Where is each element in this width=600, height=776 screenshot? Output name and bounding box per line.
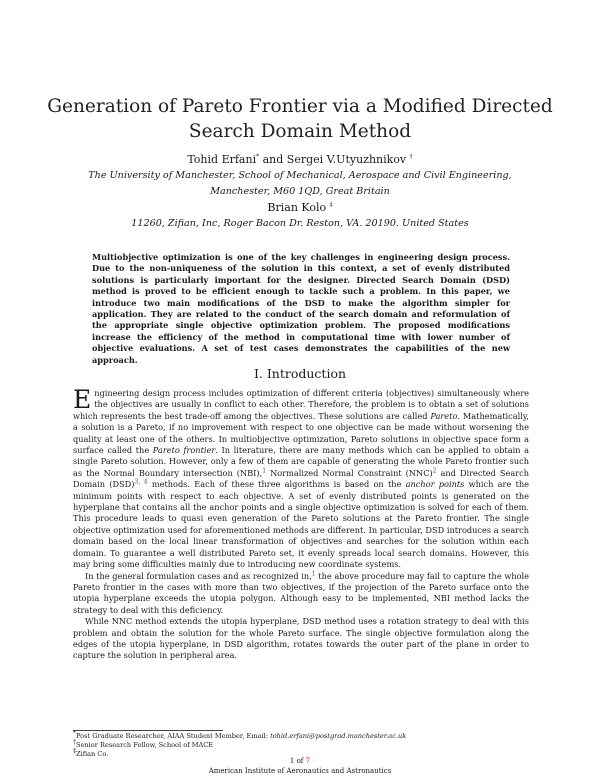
affiliation-1-line-2: Manchester, M60 1QD, Great Britain (210, 186, 390, 197)
footnote-rule (73, 730, 223, 731)
footnote-mark: † (73, 738, 76, 746)
intro-text: Normalized Normal Constraint (NNC) (266, 467, 433, 478)
author-erfani: Tohid Erfani (187, 153, 257, 166)
citation-link[interactable]: 2 (432, 467, 437, 475)
citation-link[interactable]: 1 (311, 569, 316, 577)
intro-paragraph-1 (73, 385, 530, 571)
publisher: American Institute of Aeronautics and Astronautics (208, 767, 392, 775)
citation-link[interactable]: 3, 4 (134, 478, 148, 486)
intro-text: and Directed Search Domain (DSD) (73, 467, 530, 490)
abstract: Multiobjective optimization is one of the key challenges in engineering design process. Due to the non-uniqueness of the solution in this context, a set of evenly distributed solutions is particularly important for the designer. Directed Search Domain (DSD) method is proved to be efficient enough to tackle such a problem. In this paper, we introduce two main modifications of the DSD to make the algorithm simpler for application. They are related to the conduct of the search domain and reformulation of the appropriate single objective optimization problem. The proposed modifications increase the efficiency of the method in computational time with lower number of objective evaluations. A set of test cases demonstrates the capabilities of the new approach. (92, 252, 510, 365)
paper-title (40, 94, 560, 144)
footnote-1 (73, 729, 529, 741)
section-heading: I. Introduction (253, 366, 347, 381)
page-number-prefix: 1 of (289, 757, 306, 765)
author-line-1 (40, 152, 560, 168)
author-block (40, 152, 560, 232)
intro-text: methods. Each of these three algorithms is based on the (147, 479, 406, 490)
term-pareto: Pareto (430, 410, 458, 421)
intro-body (73, 385, 530, 662)
term-anchor-points: anchor points (405, 479, 465, 490)
intro-text: In the general formulation cases and as recognized in, (85, 570, 312, 581)
footnote-text: Senior Research Fellow, School of MACE (76, 741, 214, 749)
page-total-link[interactable]: 7 (305, 757, 311, 765)
author-utyuzhnikov-mark: † (409, 153, 413, 161)
intro-text: the above procedure may fail to capture the whole Pareto frontier in the cases with more than two objectives, if the projection of the Pareto surface onto the utopia hyperplane exceeds the utopia polygon. Although easy to be implemented, NBI method lacks the strategy to deal with this deficiency. (73, 570, 529, 615)
author-kolo: Brian Kolo (267, 201, 330, 214)
intro-text: which are the minimum points with respect to each objective. A set of evenly distributed points is generated on the hyperplane that contains all the anchor points and a single objective optimization is solved for each of them. This procedure leads to quasi even generation of the Pareto solutions at the Pareto frontier. The single objective optimization used for aforementioned methods are different. In particular, DSD introduces a search domain based on the local linear transformation of objectives and searches for the solution within each domain. To guarantee a well distributed Pareto set, it evenly spreads local search domains. However, this may bring some difficulties mainly due to introducing new coordinate systems. (73, 479, 530, 570)
intro-text: ngineering design process includes optimization of different criteria (objectives) simultaneously where the objectives are usually in conflict to each other. Therefore, the problem is to obtain a set of solutions which represents the best trade-off among the objectives. These solutions are called (73, 388, 529, 421)
intro-text: . In literature, there are many methods which can be applied to obtain a single Pareto solution. However, only a few of them are capable of generating the whole Pareto frontier such as the Normal Boundary intersection (NBI), (73, 445, 529, 478)
footnote-text: Post Graduate Researcher, AIAA Student Member, Email: (76, 732, 271, 740)
author-email: tohid.erfani@postgrad.manchester.ac.uk (270, 732, 407, 740)
affiliation-1-line-1: The University of Manchester, School of Mechanical, Aerospace and Civil Engineering, (88, 170, 512, 181)
drop-cap: E (73, 385, 92, 414)
intro-paragraph-3: While NNC method extends the utopia hyperplane, DSD method uses a rotation strategy to deal with this problem and obtain the solution for the whole Pareto surface. The single objective formulation along the edges of the utopia hyperplane, in DSD algorithm, rotates towards the outer part of the plane in order to capture the solution in peripheral area. (73, 616, 529, 661)
page-footer (0, 756, 600, 776)
page-number (0, 756, 600, 766)
citation-link[interactable]: 1 (262, 467, 267, 475)
title-line-1: Generation of Pareto Frontier via a Modified Directed (47, 96, 553, 117)
footnote-text: Zifian Co. (76, 750, 109, 758)
term-pareto-frontier: Pareto frontier (152, 445, 216, 456)
footnote-2 (73, 738, 529, 750)
author-erfani-mark: * (256, 153, 260, 161)
author-line-2 (40, 200, 560, 216)
footnotes (73, 729, 529, 759)
author-kolo-mark: ‡ (329, 201, 333, 209)
affiliation-2: 11260, Zifian, Inc, Roger Bacon Dr. Reston, VA. 20190. United States (131, 218, 469, 229)
footnote-mark: ‡ (73, 747, 76, 755)
intro-text: . Mathematically, a solution is a Pareto, if no improvement with respect to one objective can be made without worsening the quality at least one of the others. In multiobjective optimization, Pareto solutions in objective space form a surface called the (73, 410, 529, 456)
intro-paragraph-2 (73, 571, 529, 617)
title-line-2: Search Domain Method (188, 121, 412, 142)
author-utyuzhnikov: and Sergei V.Utyuzhnikov (259, 153, 410, 166)
footnote-mark: * (73, 729, 76, 737)
